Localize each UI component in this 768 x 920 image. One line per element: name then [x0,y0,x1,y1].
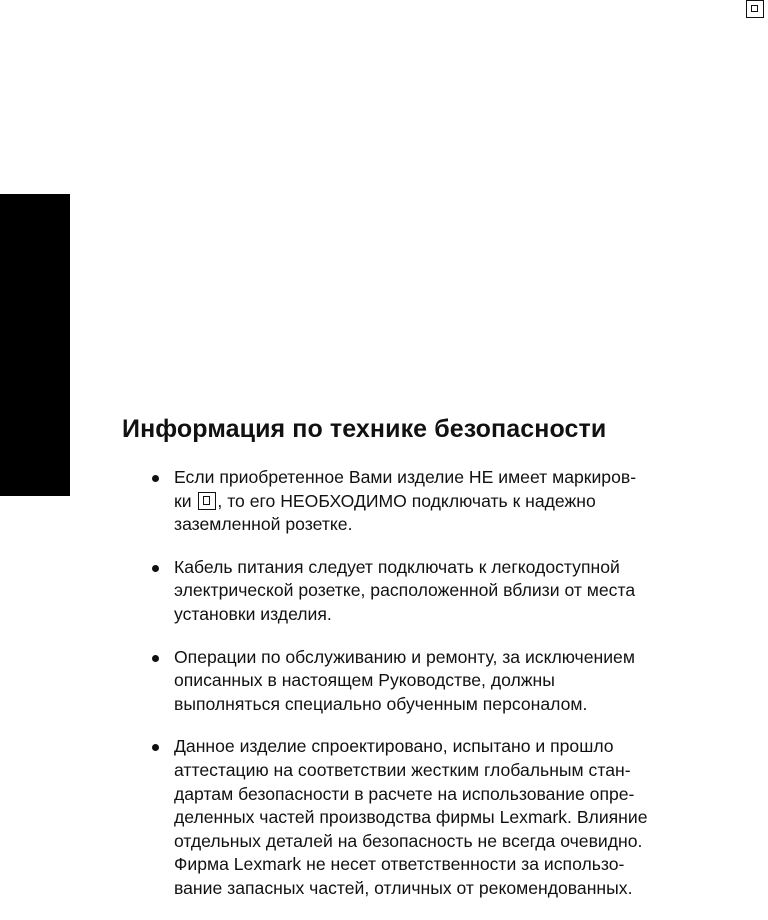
bullet-item-grounding [150,466,750,537]
bullet-line: вание запасных частей, отличных от рекомендованных. [174,877,633,898]
section-tab-marker [0,194,70,496]
bullet-line: заземленной розетке. [174,514,353,535]
bullet-line: Операции по обслуживанию и ремонту, за исключением [174,646,635,667]
bullet-item-power-cord [150,556,750,627]
double-insulation-inner-square [751,5,758,12]
bullet-line: электрической розетке, расположенной вблизи от места [174,580,636,601]
bullet-line: деленных частей производства фирмы Lexmark. Влияние [174,807,648,828]
bullet-dot [152,744,159,751]
bullet-line: Фирма Lexmark не несет ответственности за использо- [174,854,625,875]
page-title: Информация по технике безопасности [122,415,607,443]
bullet-item-service [150,646,750,717]
bullet-text-fragment: ки [174,490,197,511]
bullet-line: описанных в настоящем Руководстве, должны [174,670,555,691]
double-insulation-inner-square [203,496,210,505]
bullet-line: установки изделия. [174,603,332,624]
double-insulation-icon [746,0,764,18]
bullet-line: аттестацию на соответствии жестким глобальным стан- [174,759,631,780]
bullet-dot [152,565,159,572]
bullet-dot [152,475,159,482]
bullet-line: дартам безопасности в расчете на использование опре- [174,783,635,804]
bullet-line: Данное изделие спроектировано, испытано и прошло [174,736,614,757]
bullet-dot [152,655,159,662]
bullet-line: Если приобретенное Вами изделие НЕ имеет маркиров- [174,467,637,487]
bullet-line: выполняться специально обученным персоналом. [174,693,588,714]
safety-bullet-list [150,466,750,920]
bullet-line: Кабель питания следует подключать к легкодоступной [174,556,620,577]
bullet-line-with-icon [174,490,750,514]
double-insulation-icon [198,492,216,510]
bullet-line: отдельных деталей на безопасность не всегда очевидно. [174,830,643,851]
bullet-item-certification [150,735,750,900]
bullet-text-fragment: , то его НЕОБХОДИМО подключать к надежно [217,490,596,511]
